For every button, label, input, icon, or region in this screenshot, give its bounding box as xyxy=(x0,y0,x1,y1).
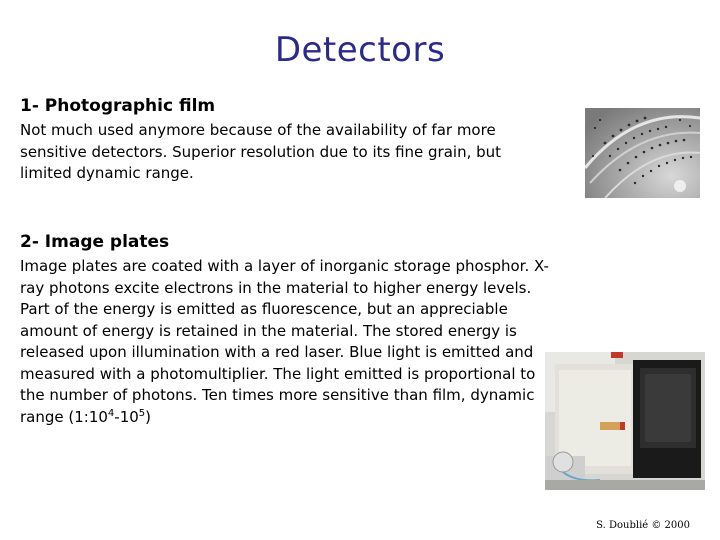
exponent-high: 5 xyxy=(138,407,146,419)
film-diffraction-image xyxy=(585,108,700,198)
copyright-footer: S. Doublié © 2000 xyxy=(596,520,690,531)
film-diffraction-graphic xyxy=(585,108,700,198)
section-heading-photographic-film: 1- Photographic film xyxy=(20,96,216,116)
image-plates-body-text: Image plates are coated with a layer of inorganic storage phosphor. X-ray photons excite electrons in the material to higher energy levels. Part of the energy is emitted as fluorescence, but an appreciable amount of energy is retained in the material. The stored energy is released upon illumination with a red laser. Blue light is emitted and measured with a photomultiplier. The light emitted is proportional to the number of photons. Ten times more sensitive than film, dynamic range (1:10 xyxy=(20,257,549,426)
slide-title: Detectors xyxy=(274,30,446,70)
range-separator: -10 xyxy=(114,407,139,426)
section-text-image-plates xyxy=(20,256,550,428)
section-heading-image-plates: 2- Image plates xyxy=(20,232,170,252)
exponent-low: 4 xyxy=(107,407,115,419)
image-plate-scanner-photo xyxy=(545,352,705,490)
scanner-graphic xyxy=(545,352,705,490)
section-text-photographic-film: Not much used anymore because of the availability of far more sensitive detectors. Superior resolution due to its fine grain, but limited dynamic range. xyxy=(20,121,502,182)
range-close: ) xyxy=(145,407,152,426)
